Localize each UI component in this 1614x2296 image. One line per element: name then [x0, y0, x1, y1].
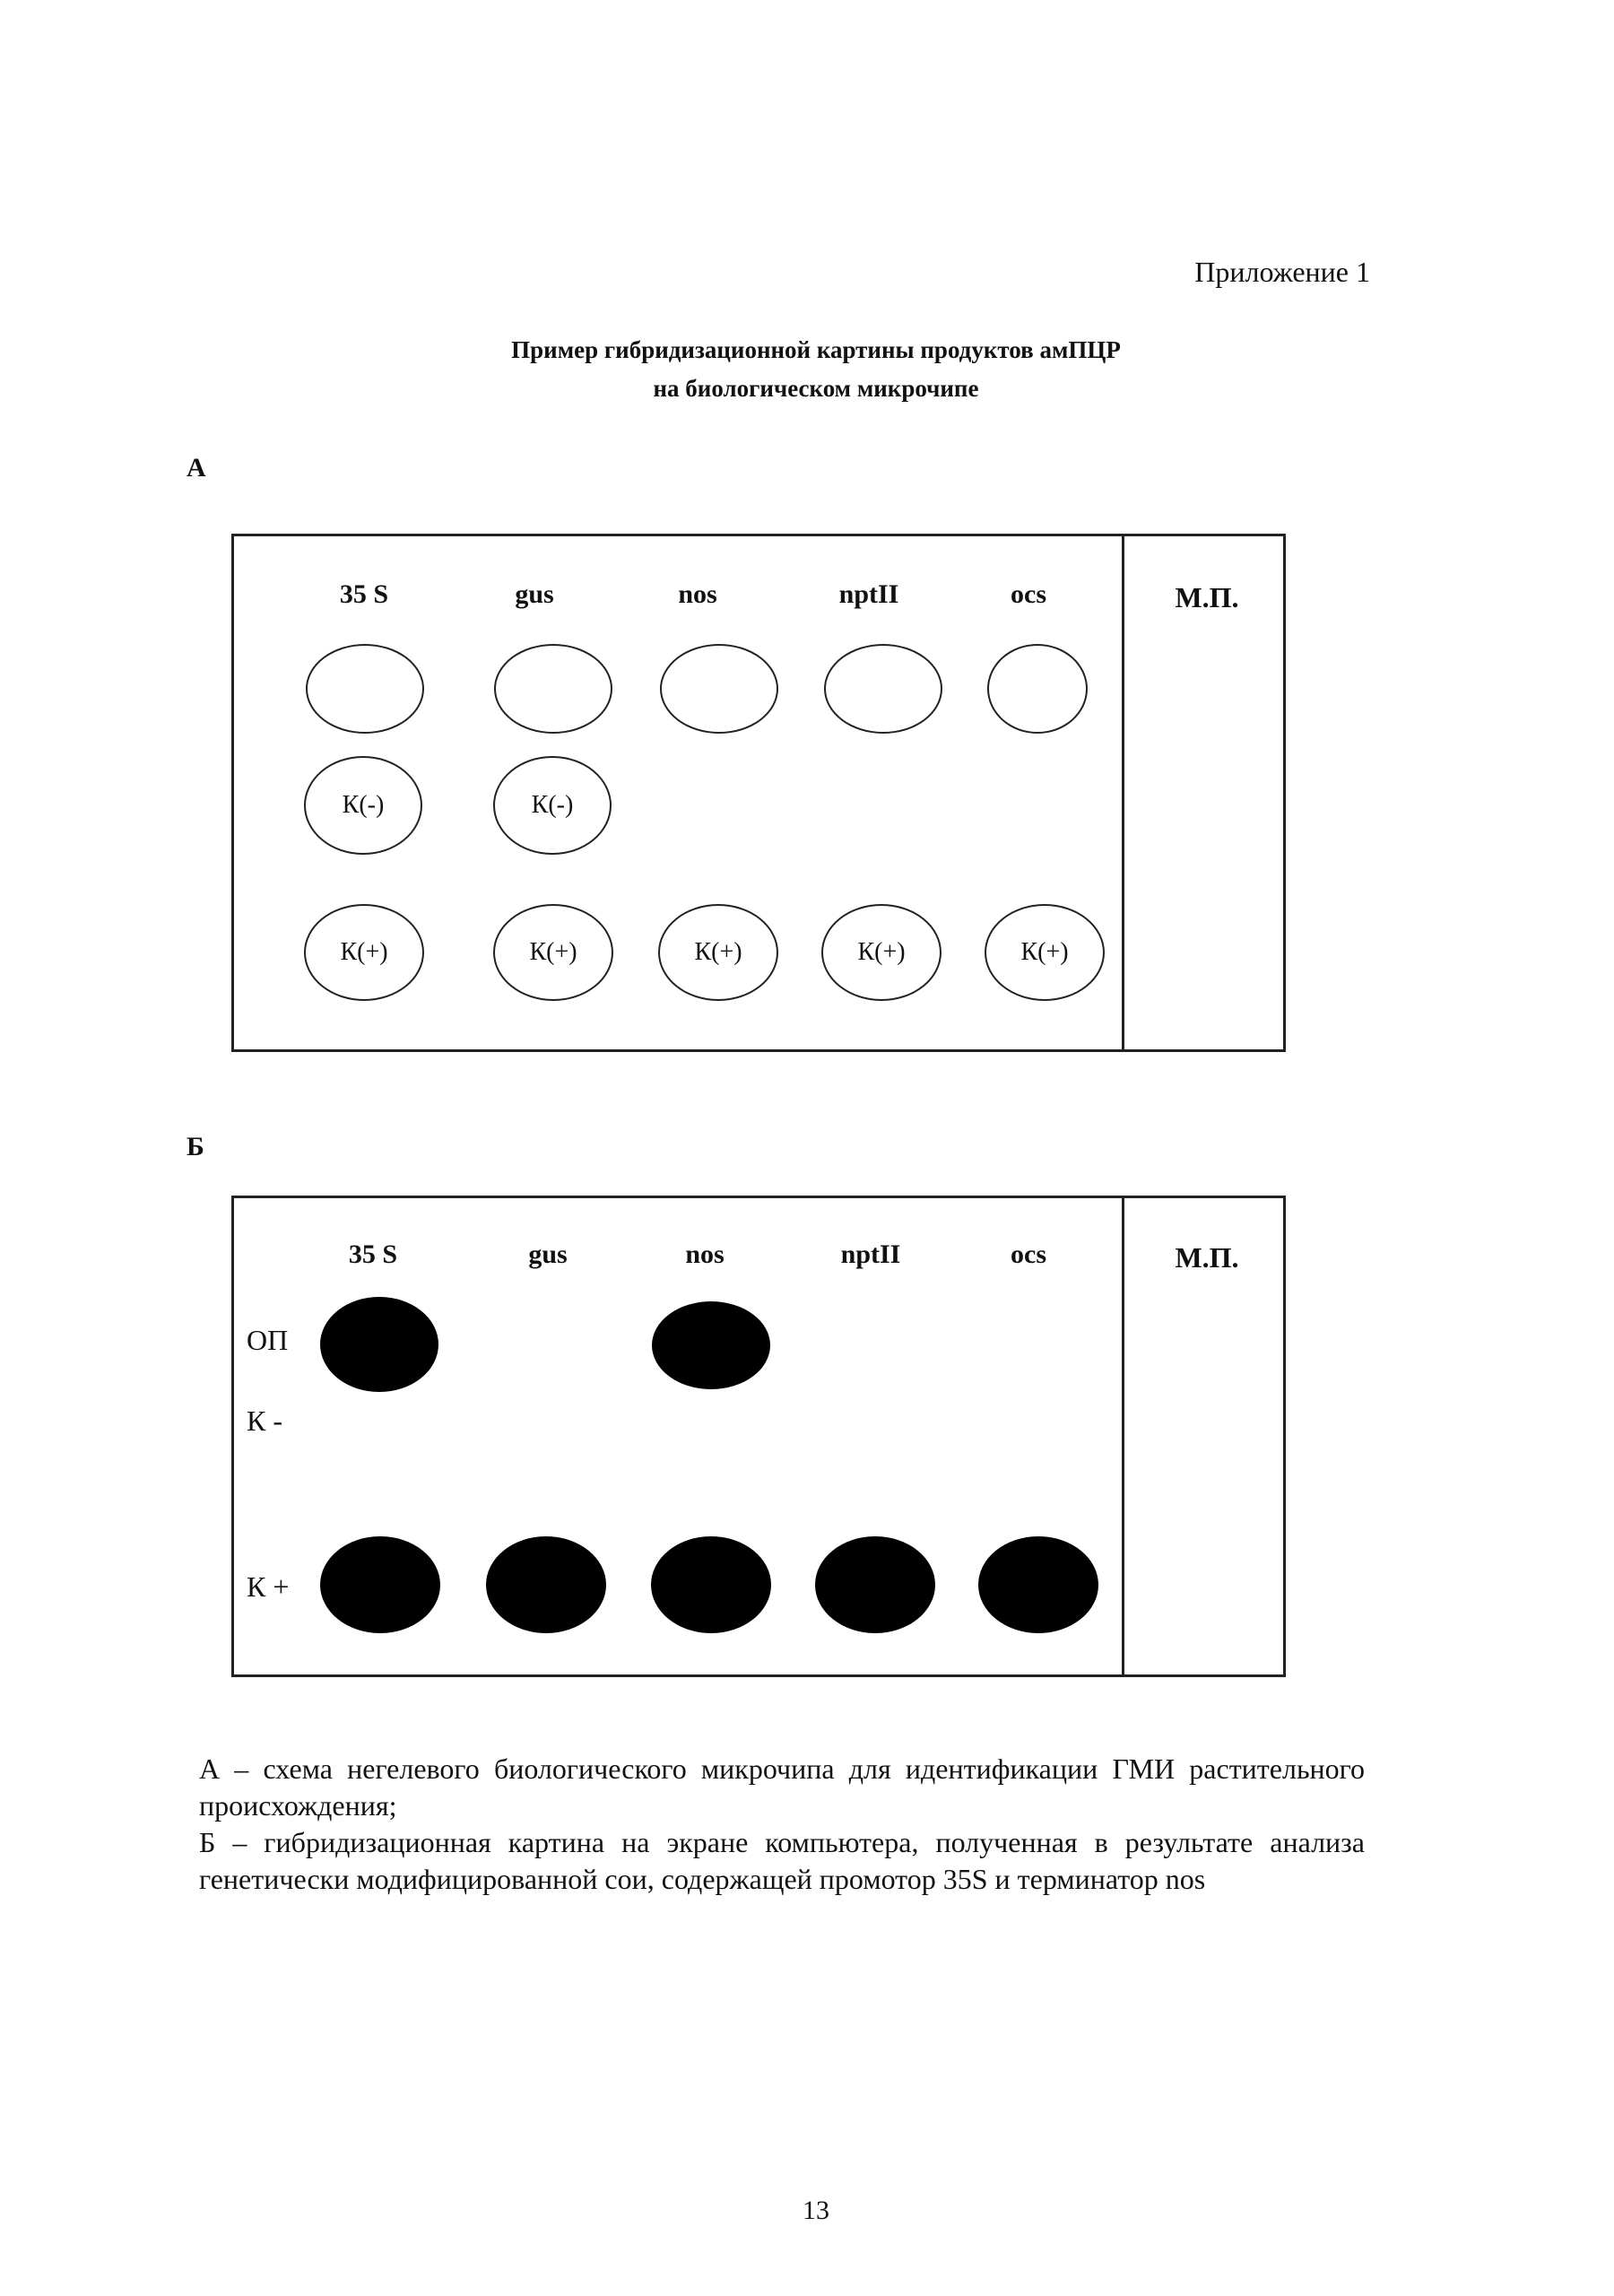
sample-spot	[306, 644, 424, 734]
caption-panel-b: Б – гибридизационная картина на экране компьютера, полученная в результате анализа генетически модифицированной сои, содержащей промотор 35S и терминатор nos	[199, 1826, 1365, 1895]
signal-spot-positive	[815, 1536, 935, 1633]
positive-control-spot: К(+)	[304, 904, 424, 1001]
mp-divider	[1122, 534, 1124, 1052]
negative-control-spot: К(-)	[493, 756, 612, 855]
mp-label: М.П.	[1175, 1241, 1239, 1274]
column-header-gus: gus	[528, 1239, 568, 1269]
column-header-ocs: ocs	[1011, 579, 1046, 609]
signal-spot-35s	[320, 1297, 438, 1392]
column-header-35s: 35 S	[348, 1239, 398, 1269]
title-line-1: Пример гибридизационной картины продуктов амПЦР	[511, 336, 1121, 363]
column-header-nptii: nptII	[838, 579, 899, 609]
mp-label: М.П.	[1175, 581, 1239, 613]
page-number: 13	[803, 2196, 829, 2225]
column-header-gus: gus	[515, 579, 554, 609]
column-header-nptii: nptII	[840, 1239, 901, 1269]
panel-b-chip	[231, 1196, 1286, 1677]
column-header-nos: nos	[685, 1239, 725, 1269]
panel-b-letter: Б	[187, 1132, 204, 1161]
negative-control-spot: К(-)	[304, 756, 422, 855]
sample-spot	[987, 644, 1088, 734]
signal-spot-nos	[652, 1301, 770, 1389]
appendix-label: Приложение 1	[1194, 256, 1370, 288]
row-label-negative: К -	[247, 1405, 282, 1437]
row-label-positive: К +	[247, 1570, 290, 1603]
panel-a-letter: А	[187, 453, 206, 483]
column-header-nos: nos	[678, 579, 717, 609]
panel-a-chip	[231, 534, 1286, 1052]
positive-control-spot: К(+)	[658, 904, 778, 1001]
mp-divider	[1122, 1196, 1124, 1677]
figure-caption	[199, 1751, 1365, 1898]
signal-spot-positive	[486, 1536, 606, 1633]
signal-spot-positive	[651, 1536, 771, 1633]
signal-spot-positive	[320, 1536, 440, 1633]
positive-control-spot: К(+)	[493, 904, 613, 1001]
signal-spot-positive	[978, 1536, 1098, 1633]
title-line-2: на биологическом микрочипе	[653, 375, 979, 402]
sample-spot	[824, 644, 942, 734]
sample-spot	[660, 644, 778, 734]
column-header-ocs: ocs	[1011, 1239, 1046, 1269]
sample-spot	[494, 644, 612, 734]
row-label-sample: ОП	[247, 1324, 289, 1356]
column-header-35s: 35 S	[339, 579, 389, 609]
positive-control-spot: К(+)	[821, 904, 941, 1001]
positive-control-spot: К(+)	[985, 904, 1105, 1001]
caption-panel-a: А – схема негелевого биологического микрочипа для идентификации ГМИ растительного происхождения;	[199, 1752, 1365, 1822]
